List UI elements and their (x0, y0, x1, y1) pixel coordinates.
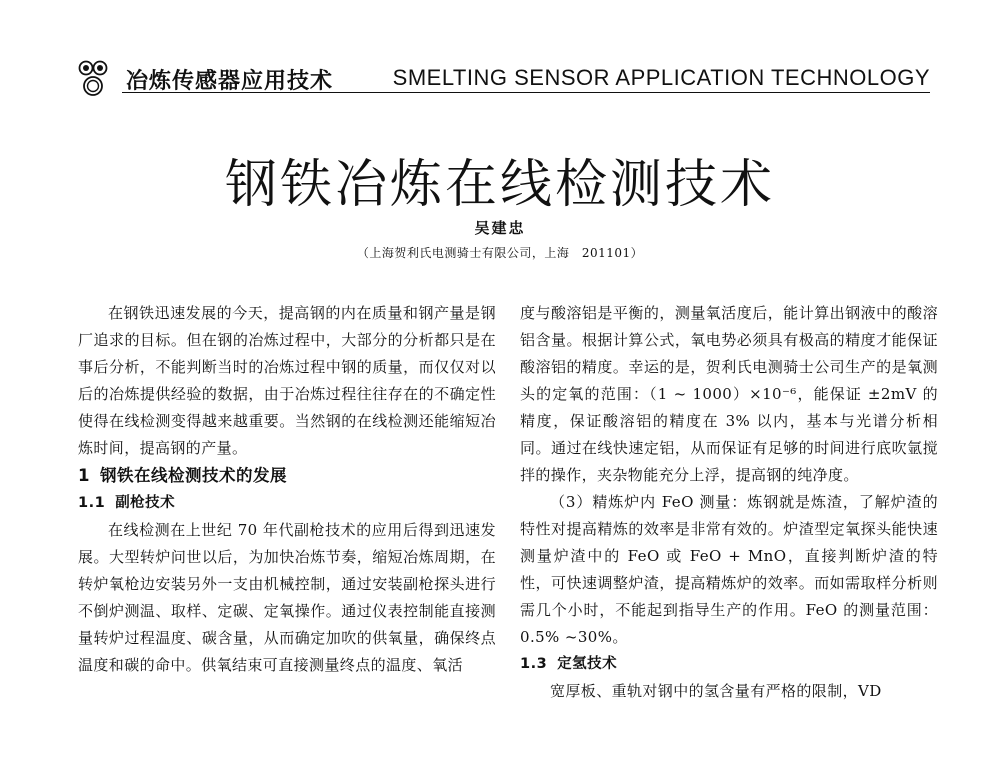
subsection-heading-1-3 (520, 651, 938, 678)
subsection-title: 定氢技术 (557, 656, 618, 672)
journal-name-cn: 冶炼传感器应用技术 (126, 69, 334, 94)
subsection-title: 副枪技术 (115, 495, 176, 511)
article-title: 钢铁冶炼在线检测技术 (224, 155, 775, 215)
subsection-number: 1.1 (78, 495, 106, 511)
article-author: 吴建忠 (474, 219, 526, 237)
header-rule (122, 92, 930, 93)
left-column (78, 300, 496, 679)
subsection-1-1-paragraph: 在线检测在上世纪 70 年代副枪技术的应用后得到迅速发展。大型转炉问世以后，为加快冶炼节奏，缩短冶炼周期，在转炉氧枪边安装另外一支由机械控制，通过安装副枪探头进行不倒炉测温、取样、定碳、定氧操作。通过仪表控制能直接测量转炉过程温度、碳含量，从而确定加吹的供氧量，确保终点温度和碳的命中。供氧结束可直接测量终点的温度、氧活 (78, 521, 496, 674)
journal-name-en: SMELTING SENSOR APPLICATION TECHNOLOGY (392, 65, 930, 90)
feo-measurement-paragraph: （3）精炼炉内 FeO 测量：炼钢就是炼渣，了解炉渣的特性对提高精炼的效率是非常有效的。炉渣型定氧探头能快速测量炉渣中的 FeO 或 FeO + MnO，直接判断炉渣的特性，可快速调整炉渣，提高精炼炉的效率。而如需取样分析则需几个小时，不能起到指导生产的作用。FeO 的测量范围：0.5% ~30%。 (520, 493, 938, 646)
intro-paragraph: 在钢铁迅速发展的今天，提高钢的内在质量和钢产量是钢厂追求的目标。但在钢的冶炼过程中，大部分的分析都只是在事后分析，不能判断当时的冶炼过程中钢的质量，而仅仅对以后的冶炼提供经验的数据，由于冶炼过程往往存在的不确定性使得在线检测变得越来越重要。当然钢的在线检测还能缩短冶炼时间，提高钢的产量。 (78, 304, 496, 457)
section-title: 钢铁在线检测技术的发展 (99, 466, 287, 485)
continued-paragraph: 度与酸溶铝是平衡的，测量氧活度后，能计算出钢液中的酸溶铝含量。根据计算公式，氧电势必须具有极高的精度才能保证酸溶铝的精度。幸运的是，贺利氏电测骑士公司生产的是氧测头的定氧的范围：（1 ~ 1000）×10⁻⁶，能保证 ±2mV 的精度，保证酸溶铝的精度在 3% 以内，基本与光谱分析相同。通过在线快速定铝，从而保证有足够的时间进行底吹氩搅拌的操作，夹杂物能充分上浮，提高钢的纯净度。 (520, 304, 938, 484)
right-column (520, 300, 938, 705)
hydrogen-paragraph: 宽厚板、重轨对钢中的氢含量有严格的限制，VD (550, 682, 882, 700)
subsection-heading-1-1 (78, 490, 496, 517)
journal-logo-icon (78, 58, 124, 98)
section-heading-1 (78, 462, 496, 490)
subsection-number: 1.3 (520, 656, 548, 672)
section-number: 1 (78, 466, 90, 485)
journal-header (78, 58, 930, 98)
article-affiliation: （上海贺利氏电测骑士有限公司，上海 201101） (356, 246, 644, 260)
